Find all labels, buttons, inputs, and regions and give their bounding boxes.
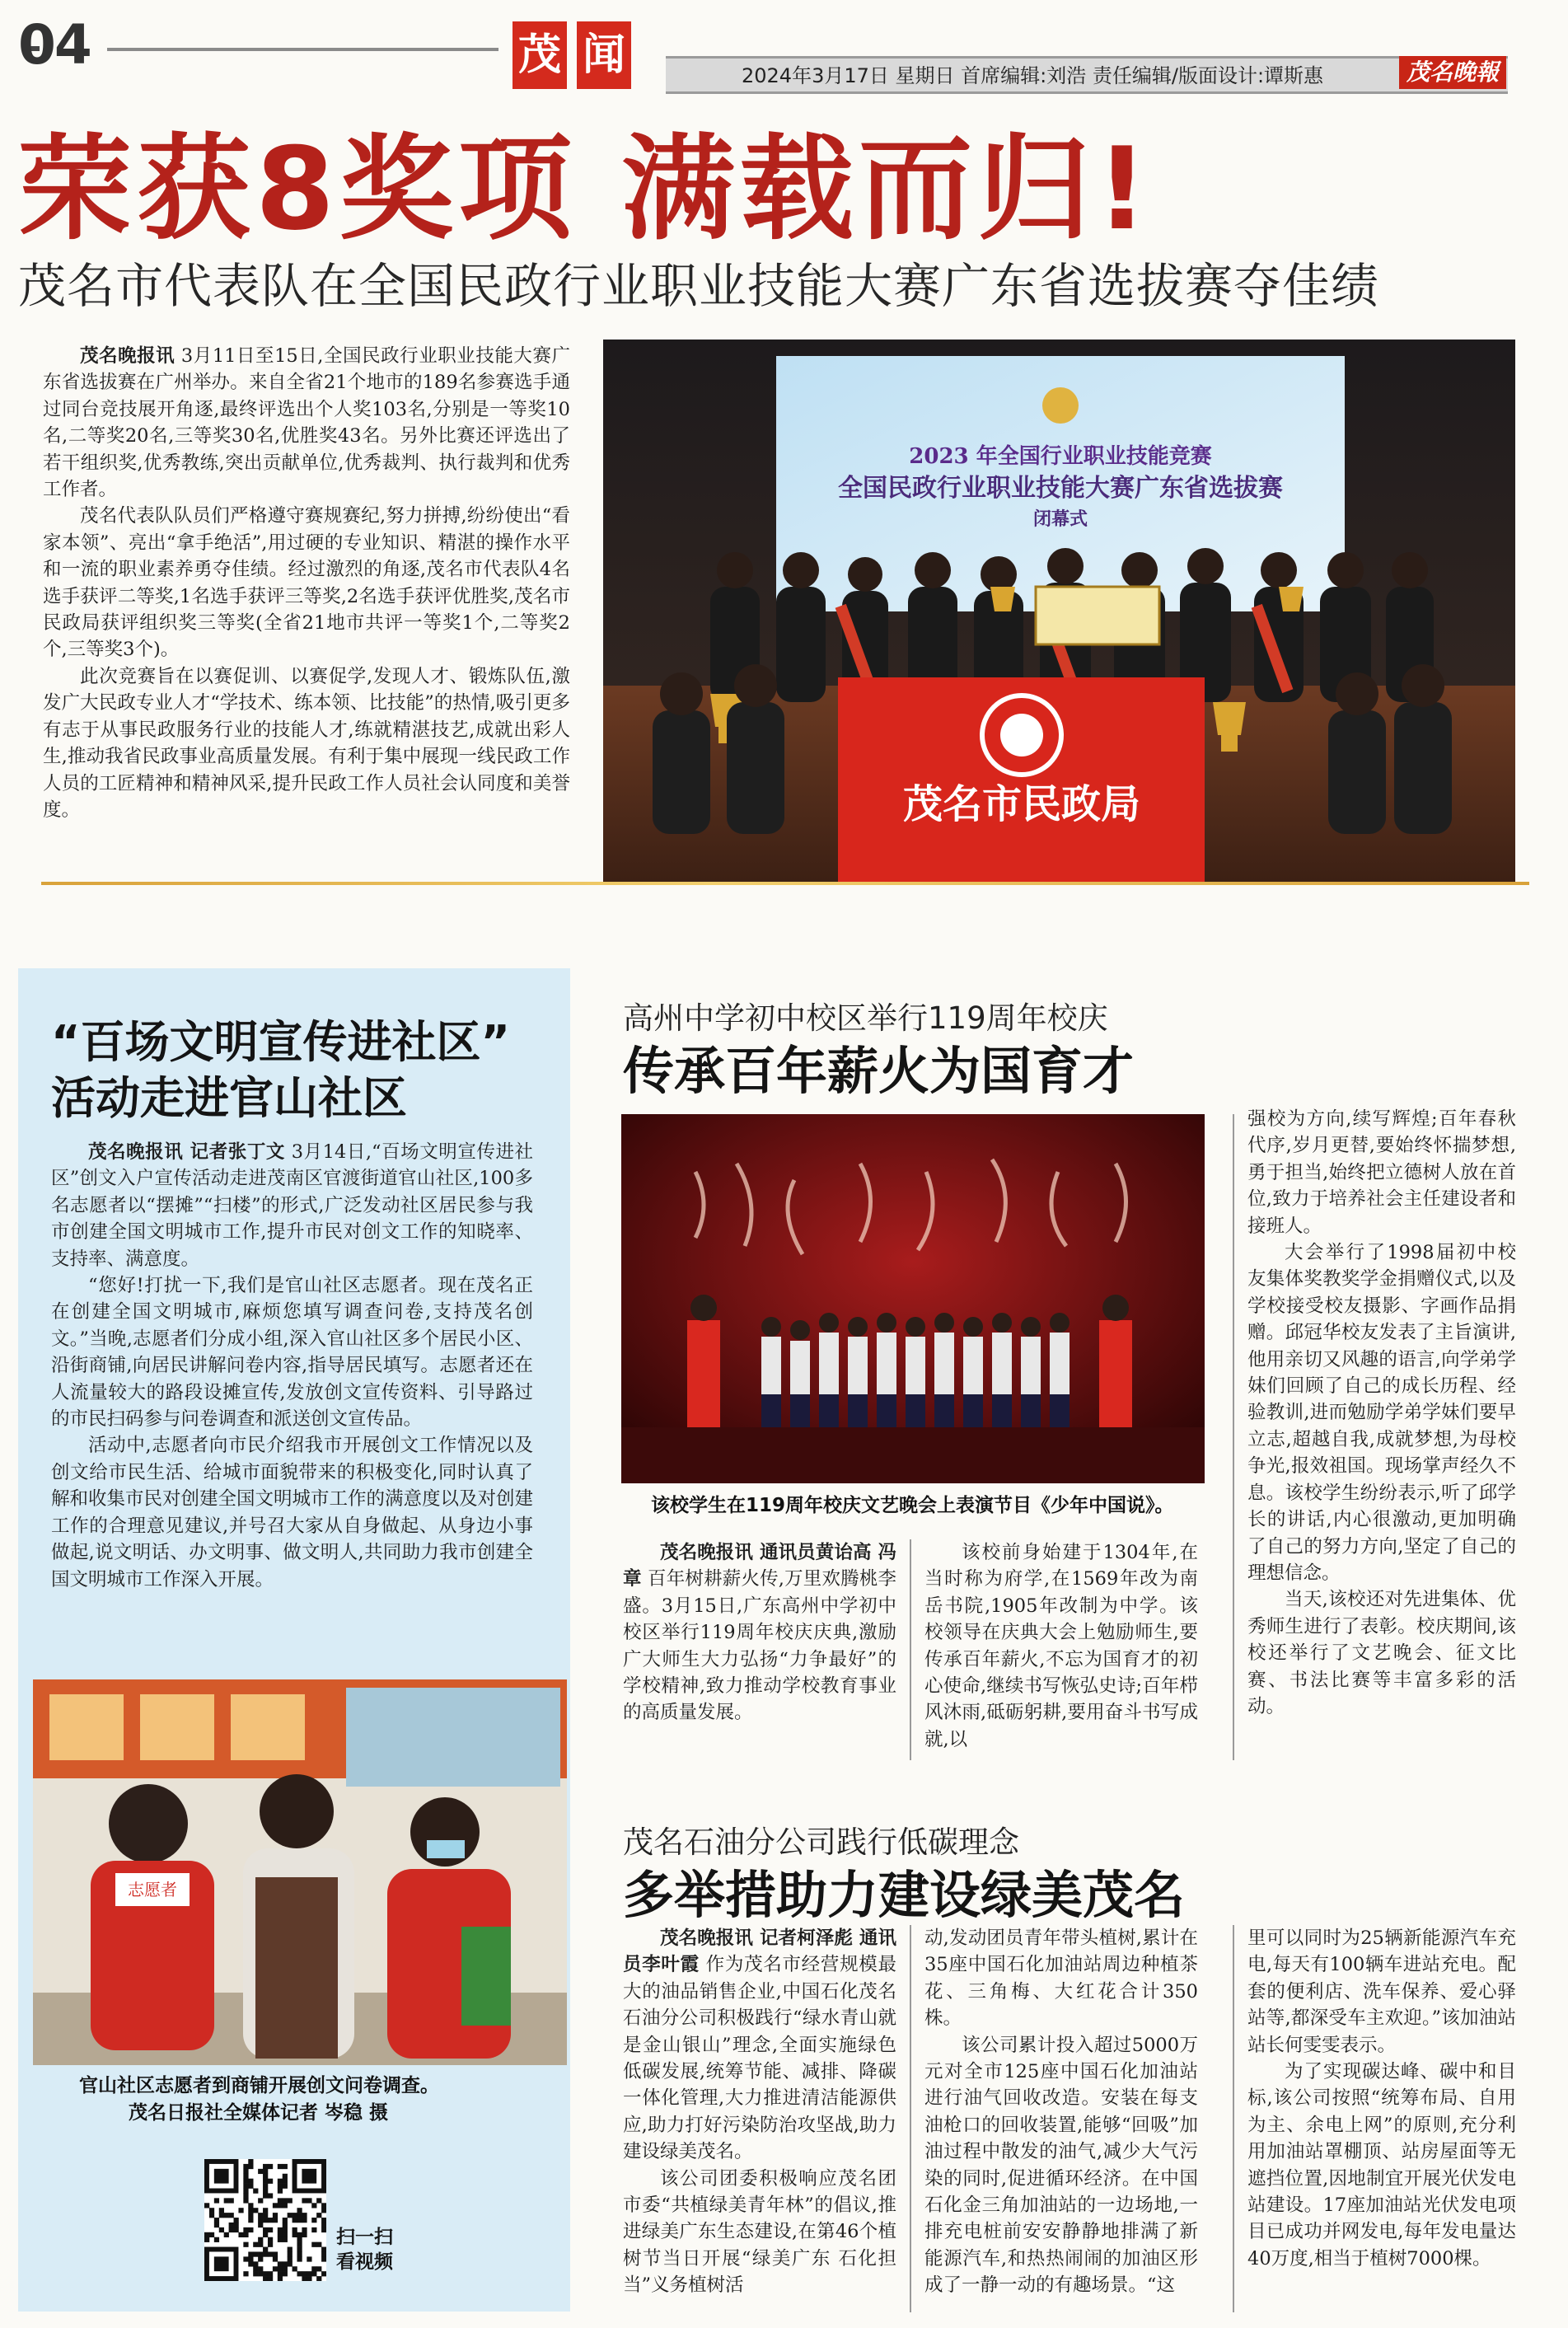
photo-banner-line2: 全国民政行业职业技能大赛广东省选拔赛 [838,474,1283,503]
community-title-line2: 活动走进官山社区 [51,1072,407,1124]
masthead-logo: 茂名晚報 [1399,56,1506,89]
lead-paragraph-3: 此次竞赛旨在以赛促训、以赛促学,发现人才、锻炼队伍,激发广大民政专业人才“学技术、练本领、比技能”的热情,吸引更多有志于从事民政服务行业的技能人才,练就精湛技艺,成就出彩人生,推动我省民政事业高质量发展。有利于集中展现一线民政工作人员的工匠精神和精神风采,提升民政工作人员社会认同度和美誉度。 [43,665,570,821]
photo-vest-text: 志愿者 [128,1880,177,1899]
photo-banner-line3: 闭幕式 [1032,508,1088,530]
section-name-char-1: 茂 [513,21,567,89]
petro-title: 多举措助力建设绿美茂名 [623,1865,1186,1925]
petro-col1-para2: 该公司团委积极响应茂名团市委“共植绿美青年林”的倡议,推进绿美广东生态建设,在第46个植树节当日开展“绿美广东 石化担当”义务植树活 [623,2167,896,2297]
petro-col3-para2: 为了实现碳达峰、碳中和目标,该公司按照“统筹布局、自用为主、余电上网”的原则,充分利用加油站罩棚顶、站房屋面等无遮挡位置,因地制宜开展光伏发电站建设。17座加油站光伏发电项目已成功并网发电,每年发电量达40万度,相当于植树7000棵。 [1247,2061,1516,2269]
school-col2 [924,1539,1198,1753]
lead-subheadline: 茂名市代表队在全国民政行业职业技能大赛广东省选拔赛夺佳绩 [18,258,1380,314]
petro-col1 [623,1925,896,2299]
section-divider [41,882,1529,885]
petro-col-rule-1 [910,1925,911,2312]
community-photo-caption [79,2070,573,2124]
photo-banner-line1: 2023 年全国行业职业技能竞赛 [909,444,1212,469]
community-paragraph-1: 3月14日,“百场文明宣传进社区”创文入户宣传活动走进茂南区官渡街道官山社区,100多名志愿者以“摆摊”“扫楼”的形式,广泛发动社区居民参与我市创建全国文明城市工作,提升市民对创文工作的知晓率、支持率、满意度。 [51,1141,533,1270]
community-survey-photo [33,1679,567,2065]
qr-label-line1: 扫一扫 [336,2227,393,2248]
community-paragraph-2: “您好!打扰一下,我们是官山社区志愿者。现在茂名正在创建全国文明城市,麻烦您填写调查问卷,支持茂名创文。”当晚,志愿者们分成小组,深入官山社区多个居民小区、沿街商铺,向居民讲解问卷内容,指导居民填写。志愿者还在人流量较大的路段设摊宣传,发放创文宣传资料、引导路过的市民扫码参与问卷调查和派送创文宣传品。 [51,1275,533,1431]
lead-paragraph-1: 3月11日至15日,全国民政行业职业技能大赛广东省选拔赛在广州举办。来自全省21个地市的189名参赛选手通过同台竞技展开角逐,最终评选出个人奖103名,分别是一等奖10名,二等奖20名,三等奖30名,优胜奖43名。另外比赛还评选出了若干组织奖,优秀教练,突出贡献单位,优秀裁判、执行裁判和优秀工作者。 [43,345,570,501]
qr-label-line2: 看视频 [336,2251,393,2273]
page-number: 04 [18,13,91,77]
header-issue-info: 2024年3月17日 星期日 首席编辑:刘浩 责任编辑/版面设计:谭斯惠 [742,64,1324,87]
school-title: 传承百年薪火为国育才 [623,1041,1135,1101]
petro-kicker: 茂名石油分公司践行低碳理念 [623,1824,1019,1860]
lead-award-photo [603,340,1515,882]
community-paragraph-3: 活动中,志愿者向市民介绍我市开展创文工作情况以及创文给市民生活、给城市面貌带来的积极变化,同时认真了解和收集市民对创建全国文明城市工作的满意度以及对创建工作的合理意见建议,并号召大家从自身做起、从身边小事做起,说文明话、办文明事、做文明人,共同助力我市创建全国文明城市工作深入开展。 [51,1435,534,1590]
petro-col1-para1: 作为茂名市经营规模最大的油品销售企业,中国石化茂名石油分公司积极践行“绿水青山就是金山银山”理念,全面实施绿色低碳发展,统筹节能、减排、降碳一体化管理,大力推进清洁能源供应,助力打好污染防治攻坚战,助力建设绿美茂名。 [623,1954,896,2163]
school-col3-para1: 强校为方向,续写辉煌;百年春秋代序,岁月更替,要始终怀揣梦想,勇于担当,始终把立德树人放在首位,致力于培养社会主任建设者和接班人。 [1247,1108,1516,1237]
video-qr-code[interactable] [204,2159,326,2281]
qr-label [336,2225,393,2274]
school-col3 [1247,1106,1516,1720]
school-col-rule-2 [1233,1114,1234,1760]
school-performance-photo [621,1114,1205,1483]
photo-flag-text: 茂名市民政局 [902,781,1141,827]
school-col2-text: 该校前身始建于1304年,在当时称为府学,在1569年改为南岳书院,1905年改制为中学。该校领导在庆典大会上勉励师生,要传承百年薪火,不忘为国育才的初心使命,继续书写恢弘史诗;百年栉风沐雨,砥砺躬耕,要用奋斗书写成就,以 [924,1542,1198,1750]
petro-col2 [924,1925,1198,2299]
community-caption-line1: 官山社区志愿者到商铺开展创文问卷调查。 [79,2075,439,2096]
lead-byline: 茂名晚报讯 [80,345,176,367]
header-rule [107,48,498,51]
community-caption-line2: 茂名日报社全媒体记者 岑稳 摄 [129,2102,389,2124]
school-byline: 茂名晚报讯 通讯员黄诒高 冯章 [623,1542,896,1590]
school-kicker: 高州中学初中校区举行119周年校庆 [623,1000,1108,1036]
petro-col3 [1247,1925,1516,2272]
section-name-char-2: 闻 [577,21,631,89]
petro-col2-para2: 该公司累计投入超过5000万元对全市125座中国石化加油站进行油气回收改造。安装在每支油枪口的回收装置,能够“回吸”加油过程中散发的油气,减少大气污染的同时,促进循环经济。在中国石化金三角加油站的一边场地,一排充电桩前安安静静地排满了新能源汽车,和热热闹闹的加油区形成了一静一动的有趣场景。“这 [924,2034,1198,2297]
community-title-line1: “百场文明宣传进社区” [51,1016,510,1068]
petro-col-rule-2 [1233,1925,1234,2312]
lead-article-body [43,343,570,823]
school-col3-para2: 大会举行了1998届初中校友集体奖教奖学金捐赠仪式,以及学校接受校友摄影、字画作品捐赠。邱冠华校友发表了主旨演讲,他用亲切又风趣的语言,向学弟学妹们回顾了自己的成长历程、经验教训,进而勉励学弟学妹们要早立志,超越自我,成就梦想,为母校争光,报效祖国。现场掌声经久不息。该校学生纷纷表示,听了邱学长的讲话,内心很激动,更加明确了自己的努力方向,坚定了自己的理想信念。 [1247,1242,1516,1584]
community-byline: 茂名晚报讯 记者张丁文 [88,1141,285,1163]
community-article-body [51,1139,533,1593]
petro-col2-para1: 动,发动团员青年带头植树,累计在35座中国石化加油站周边种植茶花、三角梅、大红花合计350株。 [924,1928,1198,2030]
lead-headline: 荣获8奖项 满载而归! [18,123,1154,255]
petro-byline: 茂名晚报讯 记者柯泽彪 通讯员李叶霞 [623,1928,896,1976]
school-col1-text: 百年树耕薪火传,万里欢腾桃李盛。3月15日,广东高州中学初中校区举行119周年校庆庆典,激励广大师生大力弘扬“力争最好”的学校精神,致力推动学校教育事业的高质量发展。 [623,1568,896,1724]
school-col-rule-1 [910,1539,911,1760]
lead-paragraph-2: 茂名代表队队员们严格遵守赛规赛纪,努力拼搏,纷纷使出“看家本领”、亮出“拿手绝活”,用过硬的专业知识、精湛的操作水平和一流的职业素养勇夺佳绩。经过激烈的角逐,茂名市代表队4名选手获评二等奖,1名选手获评三等奖,2名选手获评优胜奖,茂名市民政局获评组织奖三等奖(全省21地市共评一等奖1个,二等奖2个,三等奖3个)。 [43,505,570,661]
school-col3-para3: 当天,该校还对先进集体、优秀师生进行了表彰。校庆期间,该校还举行了文艺晚会、征文比赛、书法比赛等丰富多彩的活动。 [1247,1589,1516,1717]
school-photo-caption: 该校学生在119周年校庆文艺晚会上表演节目《少年中国说》。 [651,1495,1174,1516]
petro-col3-para1: 里可以同时为25辆新能源汽车充电,每天有100辆车进站充电。配套的便利店、洗车保养、爱心驿站等,都深受车主欢迎。”该加油站站长何雯雯表示。 [1247,1928,1516,2056]
school-col1 [623,1539,896,1726]
